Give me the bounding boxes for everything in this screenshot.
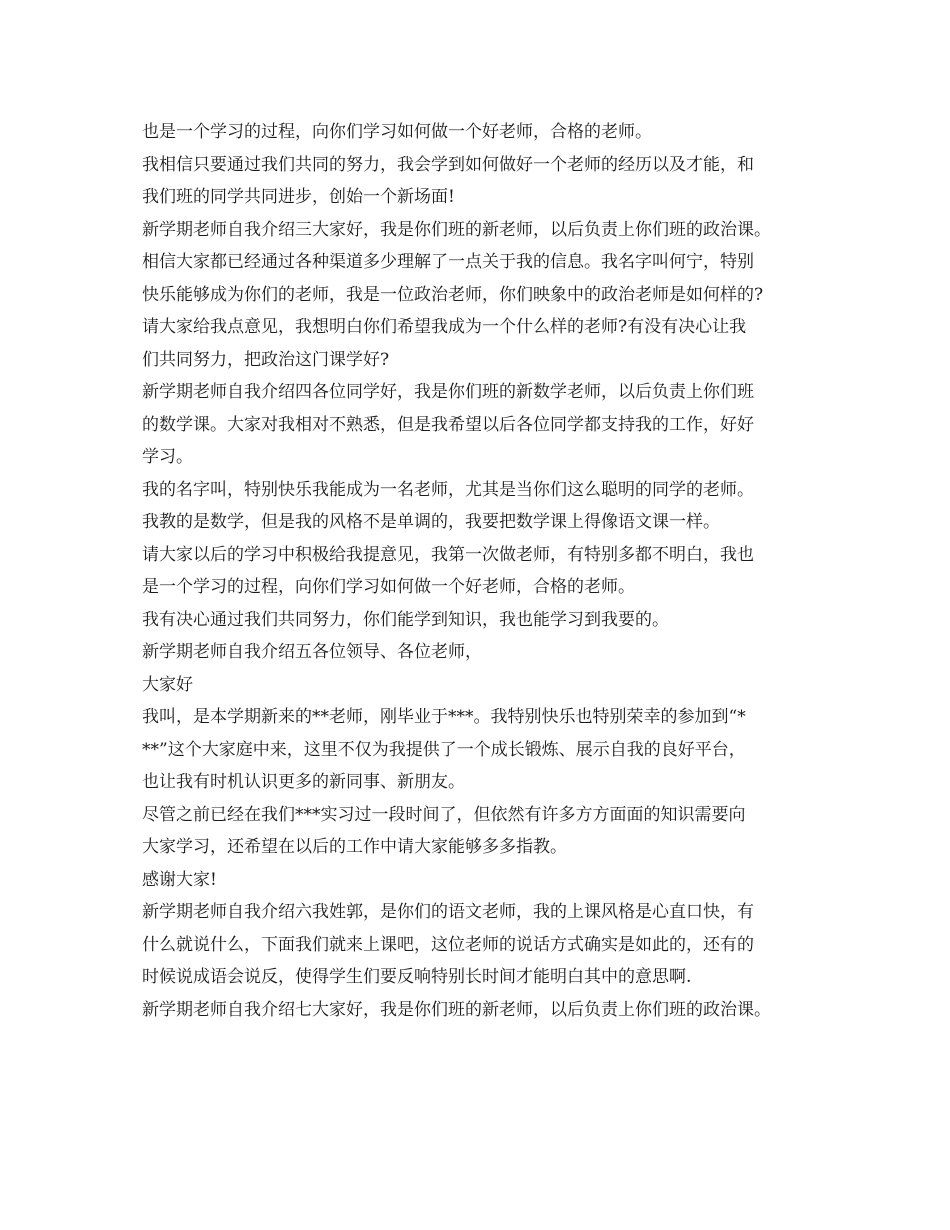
text-line: 时候说成语会说反，使得学生们要反响特别长时间才能明白其中的意思啊.	[142, 967, 692, 987]
text-line: 请大家给我点意见，我想明白你们希望我成为一个什么样的老师?有没有决心让我	[142, 317, 747, 337]
text-line: 请大家以后的学习中积极给我提意见，我第一次做老师，有特别多都不明白，我也	[142, 544, 754, 565]
text-line: 我相信只要通过我们共同的努力，我会学到如何做好一个老师的经历以及才能，和	[142, 154, 754, 175]
text-line: 感谢大家!	[142, 869, 217, 890]
text-line: 新学期老师自我介绍七大家好，我是你们班的新老师，以后负责上你们班的政治课。	[142, 999, 771, 1020]
text-line: **”这个大家庭中来，这里不仅为我提供了一个成长锻炼、展示自我的良好平台，	[142, 739, 746, 760]
text-line: 尽管之前已经在我们***实习过一段时间了，但依然有许多方方面面的知识需要向	[142, 804, 746, 825]
text-line: 快乐能够成为你们的老师，我是一位政治老师，你们映象中的政治老师是如何样的?	[142, 284, 764, 305]
text-line: 我叫，是本学期新来的**老师，刚毕业于***。我特别快乐也特别荣幸的参加到“*	[142, 707, 746, 727]
text-line: 新学期老师自我介绍四各位同学好，我是你们班的新数学老师，以后负责上你们班	[142, 382, 754, 402]
text-line: 大家好	[142, 674, 193, 695]
text-line: 我有决心通过我们共同努力，你们能学到知识，我也能学习到我要的。	[142, 609, 669, 630]
text-line: 我教的是数学，但是我的风格不是单调的，我要把数学课上得像语文课一样。	[142, 512, 720, 532]
text-line: 是一个学习的过程，向你们学习如何做一个好老师，合格的老师。	[142, 577, 635, 597]
text-line: 学习。	[142, 447, 193, 467]
text-line: 新学期老师自我介绍五各位领导、各位老师，	[142, 642, 482, 662]
text-line: 相信大家都已经通过各种渠道多少理解了一点关于我的信息。我名字叫何宁，特别	[142, 252, 754, 272]
text-line: 我们班的同学共同进步，创始一个新场面!	[142, 187, 455, 207]
text-line: 我的名字叫，特别快乐我能成为一名老师，尤其是当你们这么聪明的同学的老师。	[142, 479, 754, 500]
document-body	[142, 116, 832, 1026]
text-line: 也是一个学习的过程，向你们学习如何做一个好老师，合格的老师。	[142, 122, 652, 142]
text-line: 们共同努力，把政治这门课学好?	[142, 349, 390, 370]
text-line: 的数学课。大家对我相对不熟悉，但是我希望以后各位同学都支持我的工作，好好	[142, 414, 754, 435]
text-line: 新学期老师自我介绍六我姓郭，是你们的语文老师，我的上课风格是心直口快，有	[142, 902, 754, 922]
text-line: 也让我有时机认识更多的新同事、新朋友。	[142, 772, 465, 792]
text-line: 什么就说什么，下面我们就来上课吧，这位老师的说话方式确实是如此的，还有的	[142, 934, 754, 955]
text-line: 新学期老师自我介绍三大家好，我是你们班的新老师，以后负责上你们班的政治课。	[142, 219, 771, 240]
text-line: 大家学习，还希望在以后的工作中请大家能够多多指教。	[142, 837, 567, 857]
